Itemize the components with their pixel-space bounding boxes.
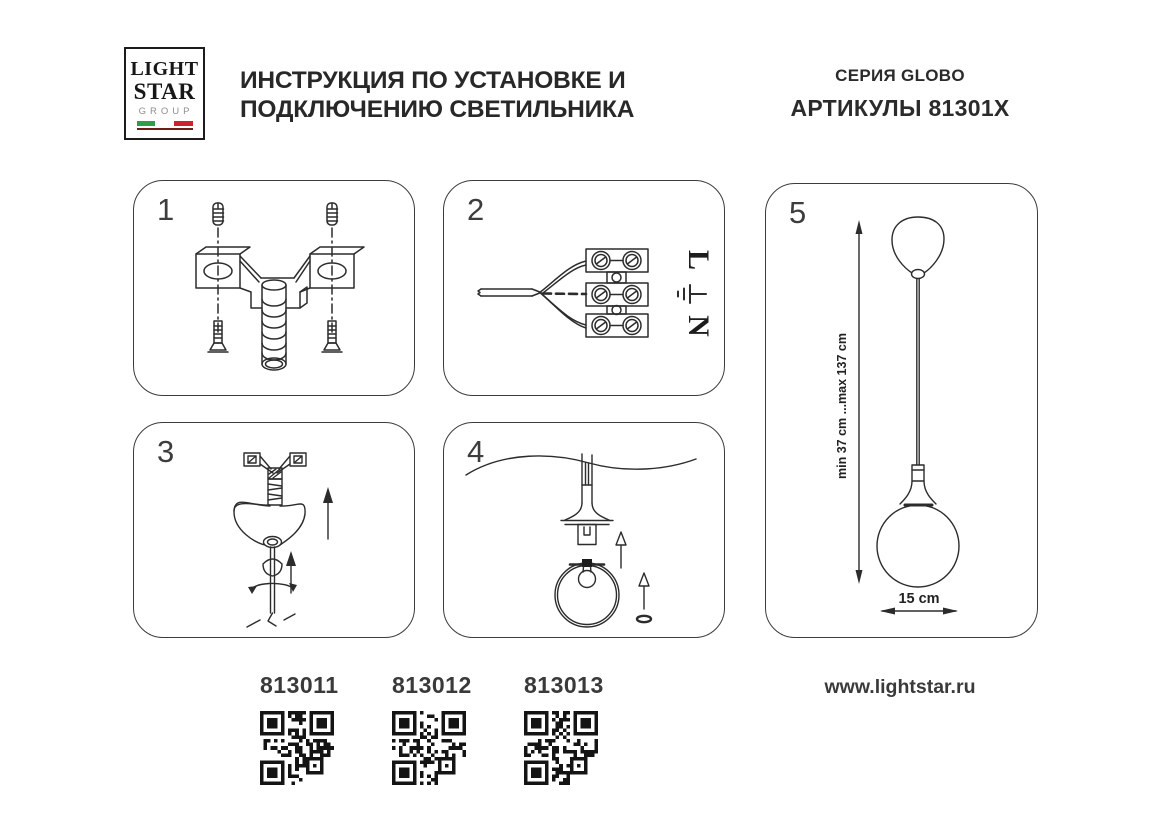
- step-3-panel: [133, 422, 415, 638]
- italian-flag-icon: [137, 121, 193, 126]
- globe-install-diagram: [444, 423, 726, 639]
- step-2-number: 2: [467, 192, 485, 227]
- article-code: 813012: [392, 672, 472, 698]
- ceiling-line: [466, 456, 696, 475]
- up-arrow-icon: [616, 532, 626, 568]
- article-column: [392, 672, 470, 790]
- width-dimension: [880, 608, 958, 615]
- title-line-2: ПОДКЛЮЧЕНИЮ СВЕТИЛЬНИКА: [240, 96, 635, 123]
- step-5-panel: [765, 183, 1038, 638]
- threaded-tube: [262, 280, 286, 370]
- canopy-install-diagram: [134, 423, 416, 639]
- light-bulb-icon: [579, 571, 596, 588]
- logo-text-star: STAR: [133, 79, 196, 104]
- step-4-number: 4: [467, 434, 485, 469]
- title-line-1: ИНСТРУКЦИЯ ПО УСТАНОВКЕ И: [240, 67, 626, 94]
- step-1-panel: [133, 180, 415, 396]
- step-2-panel: [443, 180, 725, 396]
- v-bracket: [196, 247, 364, 308]
- logo-text-light: LIGHT: [130, 58, 199, 80]
- pendant-lamp: [877, 217, 959, 587]
- terminal-screws: [592, 252, 641, 335]
- article-code: 813011: [260, 672, 339, 698]
- height-dimension-label: min 37 cm ...max 137 cm: [835, 333, 849, 479]
- step-3-number: 3: [157, 434, 175, 469]
- lightstar-logo: [124, 47, 205, 140]
- article-column: [524, 672, 602, 790]
- canopy: [234, 502, 305, 547]
- width-dimension-label: 15 cm: [898, 591, 940, 607]
- bulb-cap: [582, 559, 592, 567]
- mounted-bracket: [244, 453, 306, 505]
- page-title: [240, 66, 634, 124]
- screw-icon: [322, 321, 342, 352]
- series-label: СЕРИЯ GLOBO: [835, 66, 965, 85]
- qr-code-icon: [260, 711, 334, 785]
- article-column: [260, 672, 338, 790]
- pendant-dimensions-diagram: [766, 184, 1039, 639]
- step-1-number: 1: [157, 192, 175, 227]
- series-info: [789, 66, 1011, 122]
- terminal-block: [586, 249, 648, 337]
- line-label: L: [682, 249, 716, 271]
- up-arrow-icon: [637, 573, 651, 622]
- neutral-label: N: [682, 315, 716, 337]
- earth-icon: [678, 285, 706, 303]
- rotate-arrow-icon: [248, 583, 297, 594]
- up-arrow-icon: [323, 487, 333, 539]
- qr-code-icon: [524, 711, 598, 785]
- logo-text-group: GROUP: [138, 106, 194, 117]
- wall-plug-icon: [327, 203, 338, 225]
- step-5-number: 5: [789, 195, 807, 230]
- screw-icon: [208, 321, 228, 352]
- article-code: 813013: [524, 672, 604, 698]
- wall-plug-icon: [213, 203, 224, 225]
- height-dimension: [856, 220, 863, 584]
- ring-gasket-icon: [637, 616, 651, 622]
- articles-label: АРТИКУЛЫ 81301X: [790, 95, 1010, 121]
- website-url: www.lightstar.ru: [824, 676, 976, 698]
- step-4-panel: [443, 422, 725, 638]
- glass-globe: [555, 559, 619, 627]
- wiring-diagram: [444, 181, 726, 397]
- qr-code-icon: [392, 711, 466, 785]
- mounting-bracket-diagram: [134, 181, 416, 397]
- logo-underline: [137, 128, 193, 130]
- wires: [541, 261, 586, 328]
- supply-cable: [478, 289, 541, 296]
- lamp-socket: [561, 454, 613, 545]
